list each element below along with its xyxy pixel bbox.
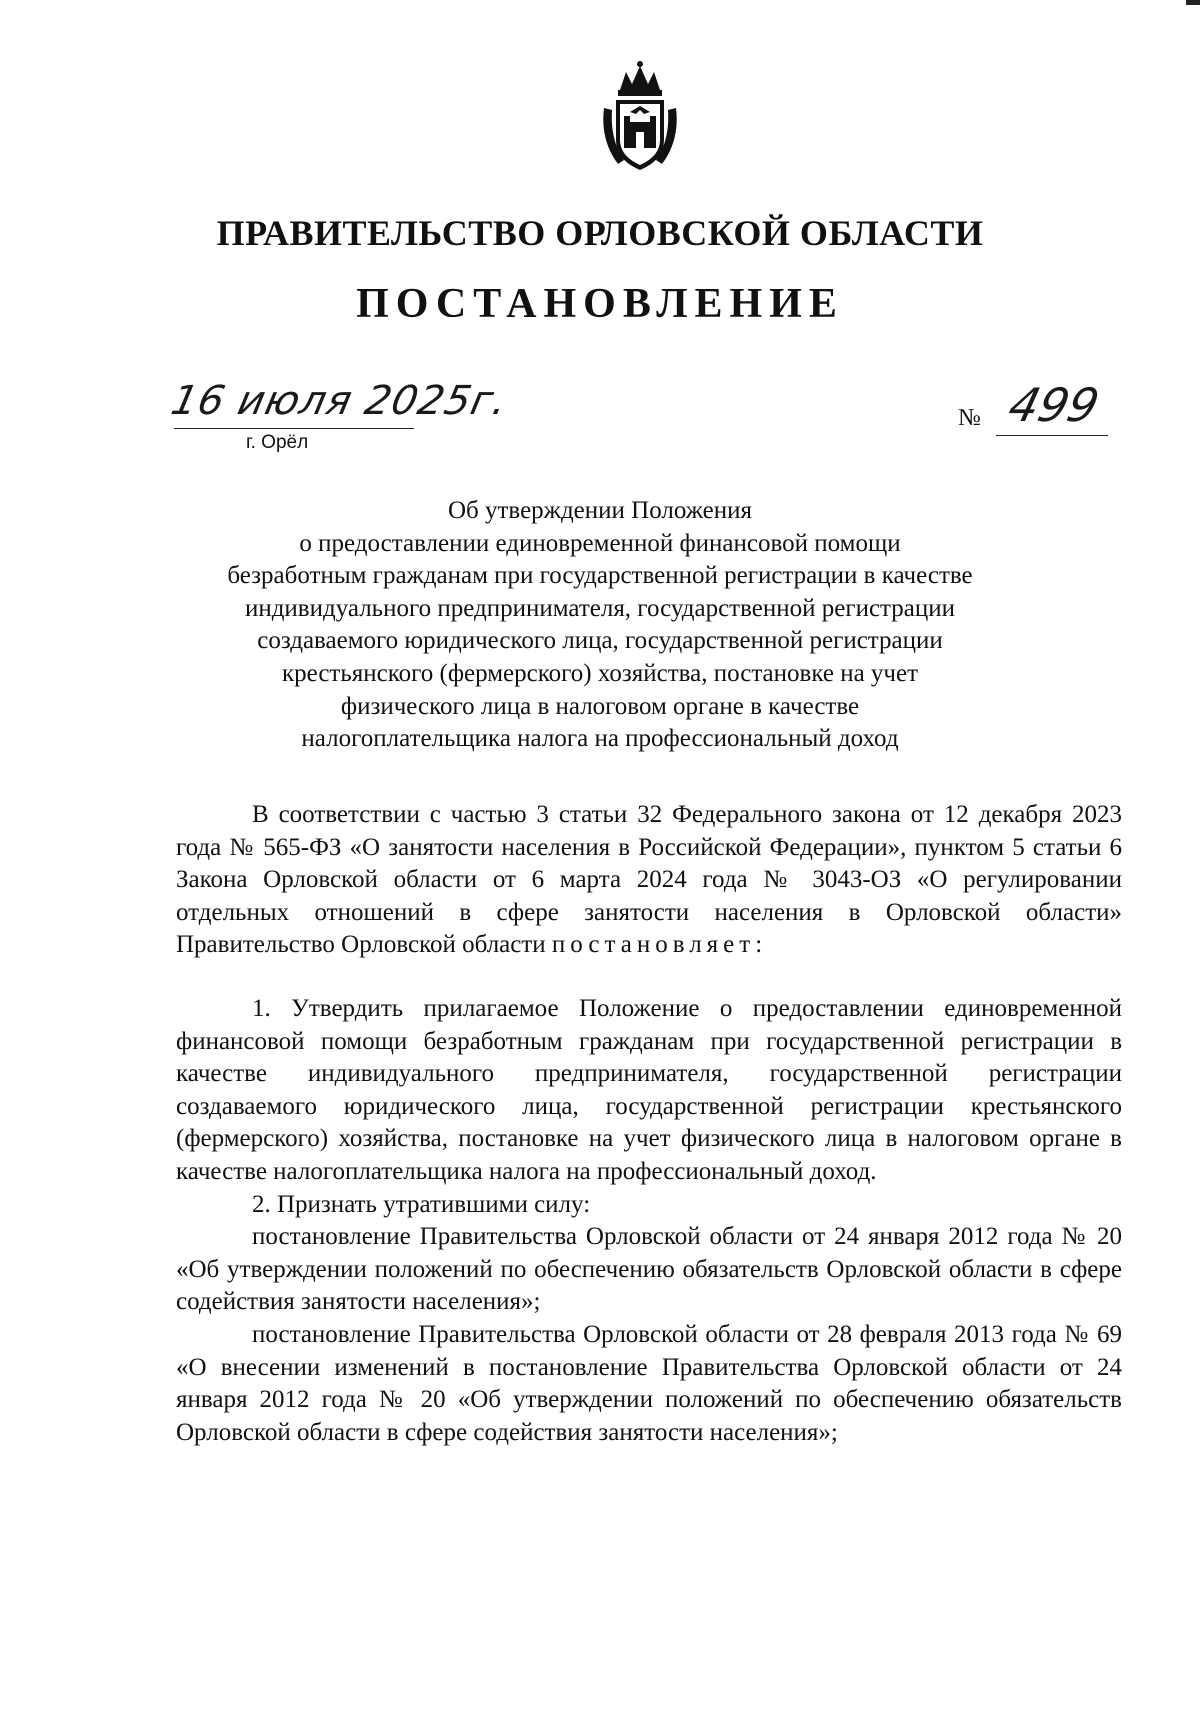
subject-line: индивидуального предпринимателя, государственной регистрации xyxy=(244,594,956,622)
item-2b-paragraph: постановление Правительства Орловской области от 28 февраля 2013 года № 69 «О внесении изменений в постановление Правительства Орловской области от 24 января 2012 года № 20 «Об утверждении положений по обеспечению обязательств Орловской области в сфере содействия занятости населения»; xyxy=(176,1320,1122,1446)
subject-line: Об утверждении Положения xyxy=(447,497,753,524)
number-underline xyxy=(996,435,1108,436)
scan-artifact xyxy=(1186,0,1200,5)
subject-line: крестьянского (фермерского) хозяйства, постановке на учет xyxy=(281,659,919,687)
subject-line: налогоплательщика налога на профессиональный доход xyxy=(301,725,899,753)
handwritten-number: 499 xyxy=(1003,378,1105,432)
handwritten-date: 16 июля 2025г. xyxy=(167,378,513,424)
preamble-text: В соответствии с частью 3 статьи 32 Федерального закона от 12 декабря 2023 года № 565-ФЗ «О занятости населения в Российской Федерации», пунктом 5 статьи 6 Закона Орловской области от 6 марта 2024 года № 3043-ОЗ «О регулировании отдельных отношений в сфере занятости населения в Орловской области» Правительство Орловской области xyxy=(176,801,1122,959)
subject-line: безработным гражданам при государственной регистрации в качестве xyxy=(227,562,973,590)
document-subject xyxy=(190,495,1010,756)
city-label: г. Орёл xyxy=(246,432,309,453)
preamble-paragraph xyxy=(176,799,1122,962)
decree-colon: : xyxy=(755,931,763,959)
item-1-paragraph: 1. Утвердить прилагаемое Положение о предоставлении единовременной финансовой помощи безработным гражданам при государственной регистрации в качестве индивидуального предпринимателя, государственной регистрации создаваемого юридического лица, государственной регистрации крестьянского (фермерского) хозяйства, постановке на учет физического лица в налоговом органе в качестве налогоплательщика налога на профессиональный доход. xyxy=(176,994,1122,1185)
item-2-paragraph: 2. Признать утратившими силу: xyxy=(252,1190,591,1218)
organization-title: ПРАВИТЕЛЬСТВО ОРЛОВСКОЙ ОБЛАСТИ xyxy=(216,213,984,253)
number-sign: № xyxy=(958,405,981,431)
subject-line: физического лица в налоговом органе в качестве xyxy=(340,692,860,720)
decree-word: постановляет xyxy=(551,931,756,959)
coat-of-arms-icon xyxy=(598,60,682,176)
document-body xyxy=(176,799,1122,1449)
date-underline xyxy=(174,428,414,429)
item-2a-paragraph: постановление Правительства Орловской области от 24 января 2012 года № 20 «Об утверждении положений по обеспечению обязательств Орловской области в сфере содействия занятости населения»; xyxy=(176,1223,1122,1316)
subject-line: создаваемого юридического лица, государственной регистрации xyxy=(257,627,943,655)
subject-line: о предоставлении единовременной финансовой помощи xyxy=(299,529,901,557)
paragraph-gap xyxy=(176,962,1122,993)
document-type-heading: ПОСТАНОВЛЕНИЕ xyxy=(356,281,844,327)
